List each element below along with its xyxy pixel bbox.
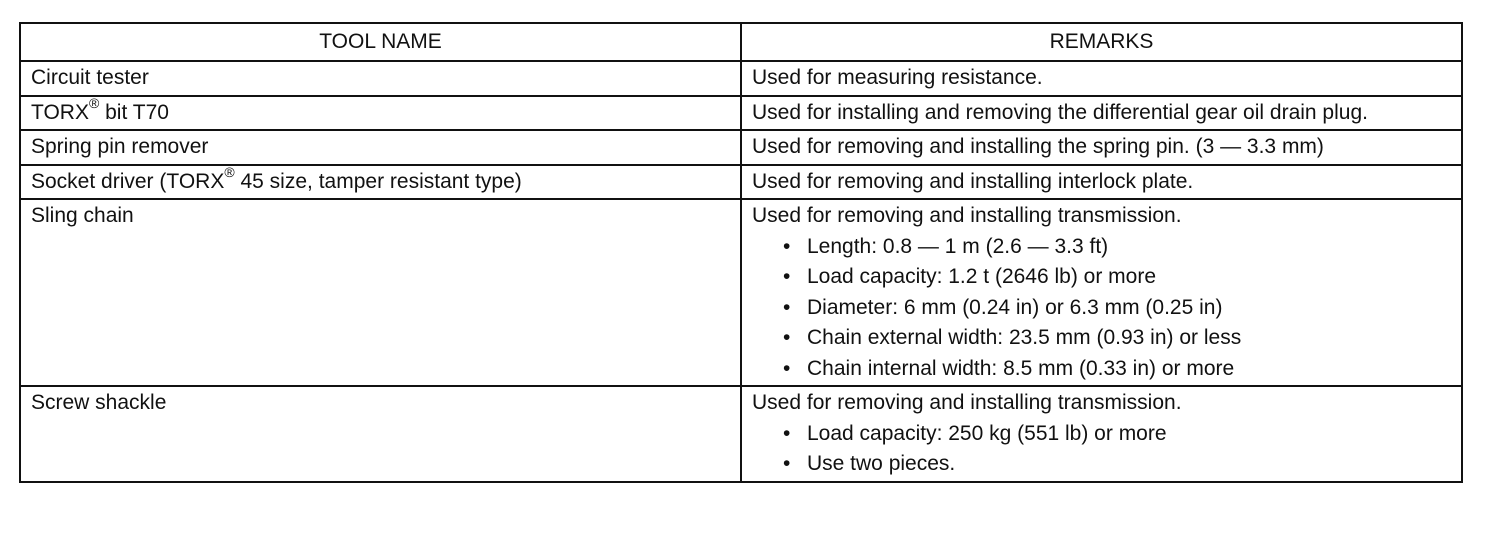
tool-name-cell [20,130,741,165]
remarks-header: REMARKS [741,23,1462,61]
list-item [780,262,1451,293]
remark-text: Used for removing and installing interlock plate. [752,169,1194,193]
bullet-dot-icon: • [783,356,791,380]
bullet-dot-icon: • [783,326,791,349]
remark-text: Used for removing and installing transmission. [752,204,1182,227]
list-item [780,232,1451,263]
bullet-text: Length: 0.8 — 1 m (2.6 — 3.3 ft) [807,234,1109,258]
header-row [20,23,1462,61]
bullet-dot-icon: • [783,234,791,258]
table-row [20,61,1462,96]
tool-name-cell [20,96,741,131]
tool-name-cell [20,61,741,96]
registered-mark: ® [224,163,235,180]
bullet-text: Load capacity: 1.2 t (2646 lb) or more [807,265,1157,288]
list-item [780,419,1451,450]
remark-text: Used for removing and installing transmission. [752,391,1182,414]
bullet-dot-icon: • [783,421,791,445]
bullet-text: Diameter: 6 mm (0.24 in) or 6.3 mm (0.25 in) [807,295,1223,319]
table-body [20,61,1462,482]
tool-name-cell [20,386,741,482]
registered-mark: ® [88,94,100,111]
list-item [780,293,1451,324]
tool-name-text: bit T70 [99,100,169,124]
tool-name-cell [20,165,741,200]
tool-name-header: TOOL NAME [20,23,741,61]
remark-text: Used for removing and installing the spring pin. (3 — 3.3 mm) [752,135,1324,158]
bullet-dot-icon: • [783,452,791,475]
tool-name-cell [20,199,741,386]
bullet-text: Chain internal width: 8.5 mm (0.33 in) or more [807,356,1235,380]
bullet-text: Use two pieces. [807,452,956,475]
bullet-dot-icon: • [783,295,791,319]
remark-bullet-list [752,232,1451,385]
remark-text: Used for measuring resistance. [752,66,1043,89]
table-row [20,96,1462,131]
tool-table [19,22,1463,483]
remarks-cell [741,130,1462,165]
remarks-cell [741,199,1462,386]
tool-name-text: 45 size, tamper resistant type) [234,169,522,193]
table-row [20,386,1462,482]
tool-name-text: Socket driver (TORX [31,169,225,193]
remarks-cell [741,386,1462,482]
tool-name-text: Sling chain [31,204,134,227]
tool-name-text: TORX [31,100,89,124]
tool-name-text: Circuit tester [31,66,149,89]
remarks-cell [741,96,1462,131]
list-item [780,354,1451,385]
remarks-cell [741,61,1462,96]
bullet-text: Load capacity: 250 kg (551 lb) or more [807,421,1167,445]
list-item [780,323,1451,354]
remarks-cell [741,165,1462,200]
list-item [780,449,1451,480]
bullet-dot-icon: • [783,265,791,288]
table-row [20,199,1462,386]
table-row [20,165,1462,200]
tool-name-text: Spring pin remover [31,135,209,158]
remark-text: Used for installing and removing the differential gear oil drain plug. [752,100,1368,124]
bullet-text: Chain external width: 23.5 mm (0.93 in) or less [807,326,1242,349]
tool-name-text: Screw shackle [31,391,167,414]
table-row [20,130,1462,165]
remark-bullet-list [752,419,1451,480]
